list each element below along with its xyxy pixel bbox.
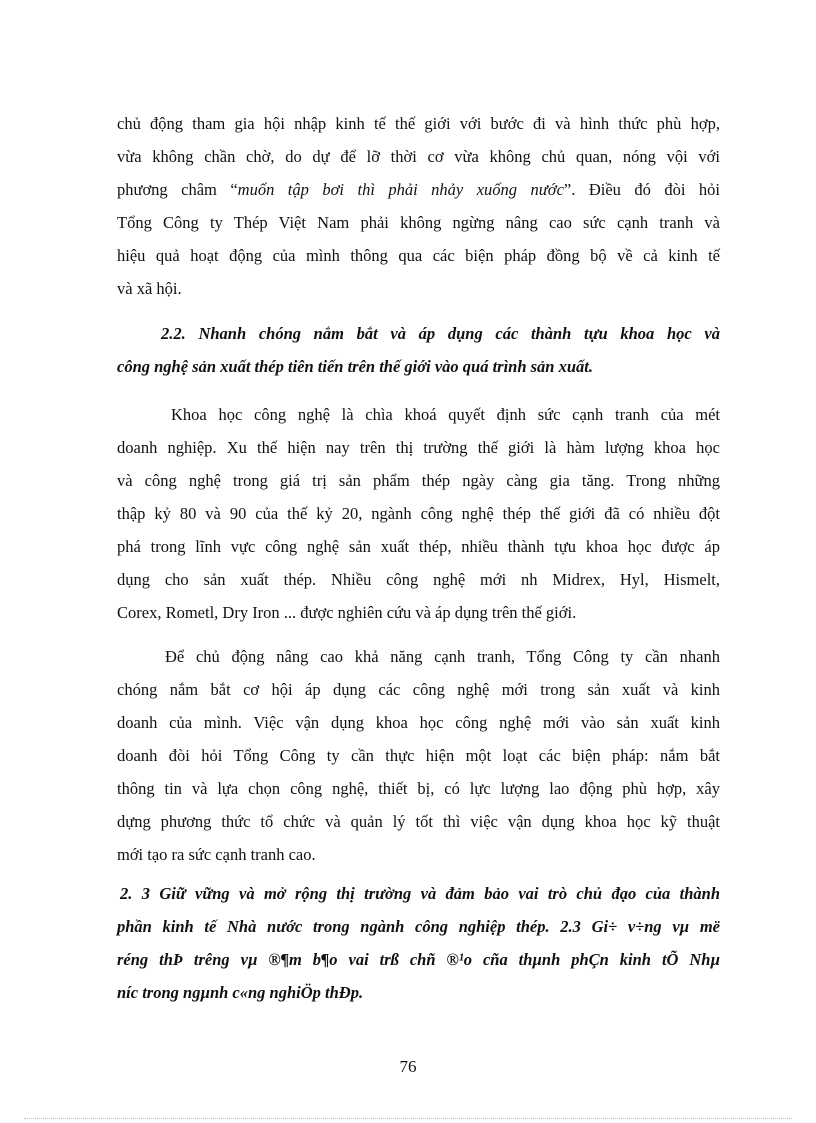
- section-heading-2-3-line-3: réng thÞ trêng vµ ®¶m b¶o vai trß chñ ®¹o cña thµnh phÇn kinh tÕ Nhµ: [117, 950, 720, 969]
- paragraph-1-line-4: Tổng Công ty Thép Việt Nam phải không ngừng nâng cao sức cạnh tranh và: [117, 213, 720, 232]
- section-heading-2-3-line-1: 2. 3 Giữ vững và mở rộng thị trường và đảm bảo vai trò chủ đạo của thành: [120, 884, 720, 903]
- paragraph-3-line-7: mới tạo ra sức cạnh tranh cao.: [117, 845, 316, 864]
- paragraph-3-line-6: dựng phương thức tổ chức và quản lý tốt thì việc vận dụng khoa học kỹ thuật: [117, 812, 720, 831]
- paragraph-2-line-3: và công nghệ trong giá trị sản phẩm thép ngày càng gia tăng. Trong những: [117, 471, 720, 490]
- paragraph-2-line-7: Corex, Rometl, Dry Iron ... được nghiên cứu và áp dụng trên thế giới.: [117, 603, 577, 622]
- paragraph-2-line-2: doanh nghiệp. Xu thế hiện nay trên thị trường thế giới là hàm lượng khoa học: [117, 438, 720, 457]
- paragraph-1-line-1: chủ động tham gia hội nhập kinh tế thế giới với bước đi và hình thức phù hợp,: [117, 114, 720, 133]
- quoted-motto: muốn tập bơi thì phải nhảy xuống nước: [237, 180, 564, 199]
- paragraph-2-line-1: Khoa học công nghệ là chìa khoá quyết định sức cạnh tranh của mét: [171, 405, 720, 424]
- paragraph-3-line-5: thông tin và lựa chọn công nghệ, thiết bị, có lực lượng lao động phù hợp, xây: [117, 779, 720, 798]
- paragraph-2-line-4: thập kỷ 80 và 90 của thế kỷ 20, ngành công nghệ thép thế giới đã có nhiều đột: [117, 504, 720, 523]
- paragraph-1-line-3-part-3: ”. Điều đó đòi hỏi: [563, 180, 720, 199]
- paragraph-2-line-6: dụng cho sản xuất thép. Nhiều công nghệ mới nh Midrex, Hyl, Hismelt,: [117, 570, 720, 589]
- section-heading-2-2-line-1: 2.2. Nhanh chóng nắm bắt và áp dụng các thành tựu khoa học và: [161, 324, 720, 343]
- section-heading-2-3-line-4: níc trong ngµnh c«ng nghiÖp thÐp.: [117, 983, 364, 1002]
- paragraph-3-line-2: chóng nắm bắt cơ hội áp dụng các công nghệ mới trong sản xuất và kinh: [117, 680, 720, 699]
- paragraph-3-line-3: doanh của mình. Việc vận dụng khoa học công nghệ mới vào sản xuất kinh: [117, 713, 720, 732]
- paragraph-3-line-4: doanh đòi hỏi Tổng Công ty cần thực hiện một loạt các biện pháp: nắm bắt: [117, 746, 720, 765]
- paragraph-1-line-2: vừa không chần chờ, do dự để lỡ thời cơ vừa không chủ quan, nóng vội với: [117, 147, 720, 166]
- paragraph-1-line-6: và xã hội.: [117, 279, 182, 298]
- paragraph-1-line-3: [117, 180, 720, 200]
- paragraph-2-line-5: phá trong lĩnh vực công nghệ sản xuất thép, nhiều thành tựu khoa học được áp: [117, 537, 720, 556]
- paragraph-1-line-5: hiệu quả hoạt động của mình thông qua các biện pháp đồng bộ về cả kinh tế: [117, 246, 720, 265]
- section-heading-2-3-line-2: phần kinh tế Nhà nước trong ngành công nghiệp thép. 2.3 Gi÷ v÷ng vµ më: [117, 917, 720, 936]
- page-bottom-border: [24, 1118, 792, 1119]
- paragraph-3-line-1: Để chủ động nâng cao khả năng cạnh tranh, Tổng Công ty cần nhanh: [165, 647, 720, 666]
- section-heading-2-2-line-2: công nghệ sản xuất thép tiên tiến trên thế giới vào quá trình sản xuất.: [117, 357, 593, 376]
- page-number: 76: [399, 1057, 417, 1076]
- paragraph-1-line-3-part-1: phương châm “: [117, 180, 238, 199]
